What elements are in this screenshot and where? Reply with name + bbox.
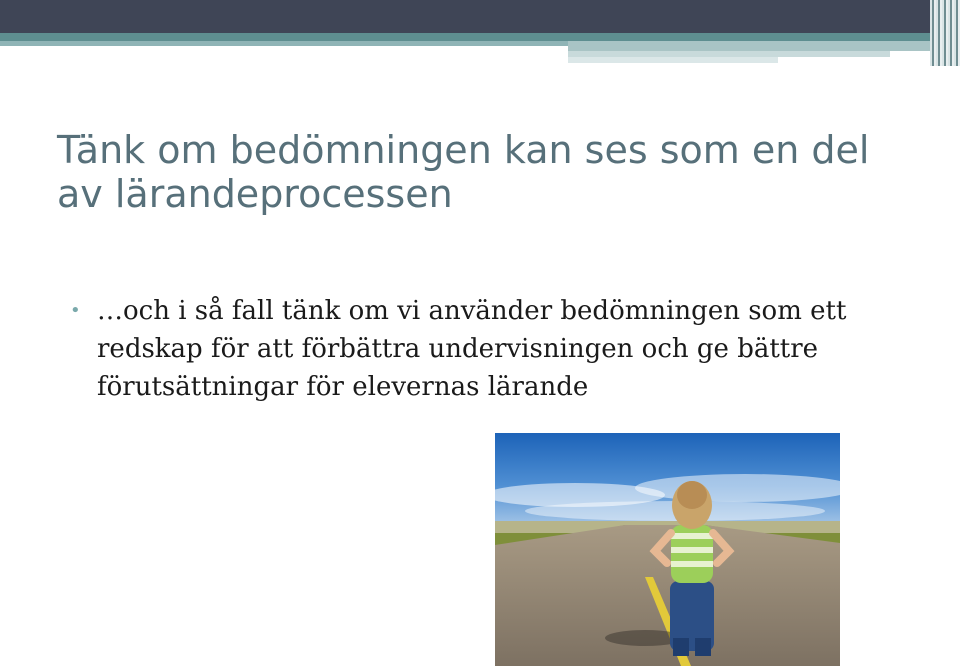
slide-title: Tänk om bedömningen kan ses som en del av lärandeprocessen [57,128,870,216]
header-decoration [0,0,960,68]
header-stripes [930,0,960,66]
bullet-text: …och i så fall tänk om vi använder bedömningen som ett redskap för att förbättra undervisningen och ge bättre förutsättningar för elevernas lärande [97,296,847,402]
child-on-road-image [495,433,840,666]
header-band-step [568,41,960,51]
bullet-dot-icon: • [70,300,81,321]
header-band-dark [0,0,960,33]
bullet-list [70,292,930,406]
bullet-item [70,292,930,406]
header-band-teal [0,33,960,41]
header-band-step [568,57,778,63]
header-band-light [0,41,570,46]
slide-photo [495,433,840,666]
